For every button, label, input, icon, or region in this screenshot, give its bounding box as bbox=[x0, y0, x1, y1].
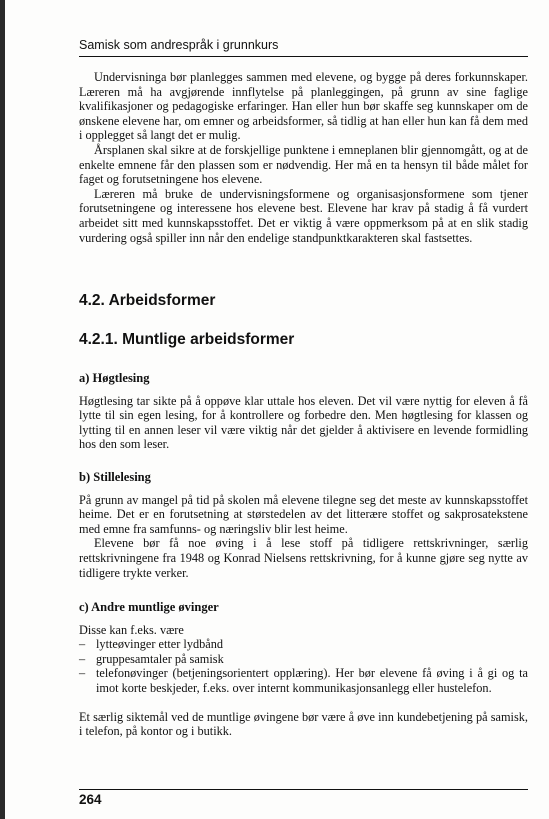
dash-bullet: – bbox=[79, 651, 86, 666]
intro-text bbox=[79, 70, 528, 245]
part-a bbox=[79, 371, 528, 452]
intro-paragraph-1: Undervisninga bør planlegges sammen med elevene, og bygge på deres forkunnskaper. Læreren må ha avgjørende innflytelse på planleggingen, på grunn av sine faglige kvalifikasjoner og pedagogiske erfaringer. Han eller hun bør skaffe seg kunnskaper om de ønskene elevene har, om emner og arbeidsformer, så tidlig at han eller hun kan få dem med i opplegget så langt det er mulig. bbox=[79, 70, 528, 143]
part-b-paragraph-1: På grunn av mangel på tid på skolen må elevene tilegne seg det meste av kunnskapsstoffet heime. Det er en forutsetning at størstedelen av det litterære stoffet og sakprosatekstene med emne fra samfunns- og næringsliv blir lest heime. bbox=[79, 492, 528, 536]
subsection-heading-block bbox=[79, 331, 528, 349]
section-heading: 4.2. Arbeidsformer bbox=[79, 292, 216, 309]
scan-edge bbox=[0, 0, 5, 819]
subsection-heading: 4.2.1. Muntlige arbeidsformer bbox=[79, 331, 295, 348]
page-number: 264 bbox=[79, 792, 102, 807]
list-item: – lytteøvinger etter lydbånd bbox=[79, 637, 224, 652]
part-c bbox=[79, 600, 528, 739]
header-rule bbox=[79, 56, 528, 57]
part-c-closing: Et særlig siktemål ved de muntlige øvingene bør være å øve inn kundebetjening på samisk, i telefon, på kontor og i butikk. bbox=[79, 709, 528, 739]
running-header: Samisk som andrespråk i grunnkurs bbox=[79, 38, 279, 52]
part-a-paragraph: Høgtlesing tar sikte på å oppøve klar uttale hos eleven. Det vil være nyttig for eleven å få lytte til sin egen lesing, for å kontrollere og forbedre den. Men høgtlesing for klassen og lytting til en annen leser vil være viktig når det gjelder å aktivisere en levende formidling hos den som leser. bbox=[79, 393, 528, 452]
intro-paragraph-2: Årsplanen skal sikre at de forskjellige punktene i emneplanen blir gjennomgått, og at de enkelte emnene får den plassen som er nødvendig. Her må en ta hensyn til både målet for faget og forutsetningene hos elevene. bbox=[79, 142, 528, 187]
footer-rule bbox=[79, 789, 528, 790]
section-heading-block bbox=[79, 292, 528, 310]
part-c-heading: c) Andre muntlige øvinger bbox=[79, 600, 219, 614]
part-a-heading: a) Høgtlesing bbox=[79, 371, 150, 385]
part-c-list bbox=[79, 637, 528, 695]
dash-bullet: – bbox=[79, 637, 86, 652]
list-item: – telefonøvinger (betjeningsorientert opplæring). Her bør elevene få øving i å gi og ta imot korte beskjeder, f.eks. over internt kommunikasjonsanlegg eller hustelefon. bbox=[79, 666, 528, 695]
part-b-paragraph-2: Elevene bør få noe øving i å lese stoff på tidligere rettskrivninger, særlig rettskrivningene fra 1948 og Konrad Nielsens rettskrivning, for å kunne gjøre seg nytte av tidligere trykte verker. bbox=[79, 536, 528, 580]
part-c-intro: Disse kan f.eks. være bbox=[79, 622, 184, 637]
list-item: – gruppesamtaler på samisk bbox=[79, 651, 224, 666]
intro-paragraph-3: Læreren må bruke de undervisningsformene og organisasjonsformene som tjener forutsetningene og interessene hos elevene best. Elevene har krav på stadig å få vurdert arbeidet sitt med kunnskapsstoffet. Det er viktig å være oppmerksom på at en slik stadig vurdering også spiller inn når den endelige standpunktkarakteren skal fastsettes. bbox=[79, 186, 528, 245]
dash-bullet: – bbox=[79, 666, 86, 681]
part-b-heading: b) Stillelesing bbox=[79, 470, 151, 484]
part-b bbox=[79, 470, 528, 580]
